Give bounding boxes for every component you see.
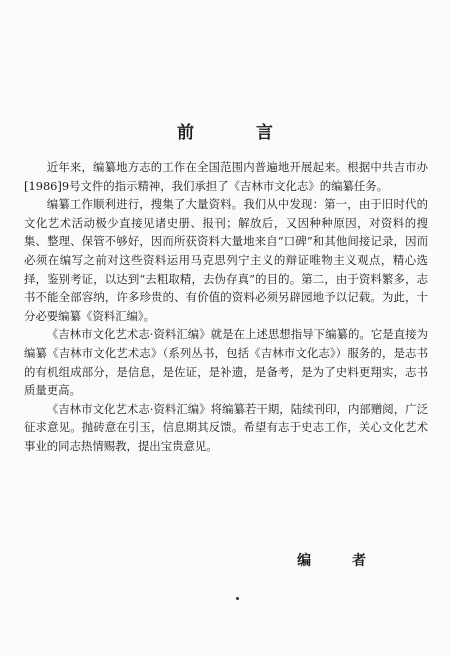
- preface-body: [24, 158, 428, 456]
- paragraph-4: 《吉林市文化艺术志·资料汇编》将编纂若干期，陆续刊印，内部赠阅，广泛征求意见。抛砖意在引玉，信息期其反馈。希望有志于史志工作，关心文化艺术事业的同志热情赐教，提出宝贵意见。: [24, 401, 428, 453]
- paragraph-2: 编纂工作顺利进行，搜集了大量资料。我们从中发现：第一，由于旧时代的文化艺术活动极少直接见诸史册、报刊；解放后，又因种种原因，对资料的搜集、整理、保管不够好，因而所获资料大量地来自“口碑”和其他间接记录，因而必须在编写之前对这些资料运用马克思列宁主义的辩证唯物主义观点，精心选择，鉴别考证，以达到“去粗取精，去伪存真”的目的。第二，由于资料繁多，志书不能全部容纳，许多珍贵的、有价值的资料必须另辟园地予以记载。为此，十分必要编纂《资料汇编》。: [24, 197, 428, 323]
- page-title: 前 言: [177, 123, 301, 143]
- paragraph-1: 近年来，编纂地方志的工作在全国范围内普遍地开展起来。根据中共吉市办[1986]9号文件的指示精神，我们承担了《吉林市文化志》的编纂任务。: [24, 160, 428, 193]
- paragraph-3: 《吉林市文化艺术志·资料汇编》就是在上述思想指导下编纂的。它是直接为编纂《吉林市文化艺术志》（系列丛书，包括《吉林市文化志》）服务的，是志书的有机组成部分，是信息，是佐证，是补遗，是备考，是为了史料更翔实，志书质量更高。: [24, 327, 428, 398]
- page-mark: [236, 597, 239, 600]
- author-signature: 编 者: [297, 553, 384, 569]
